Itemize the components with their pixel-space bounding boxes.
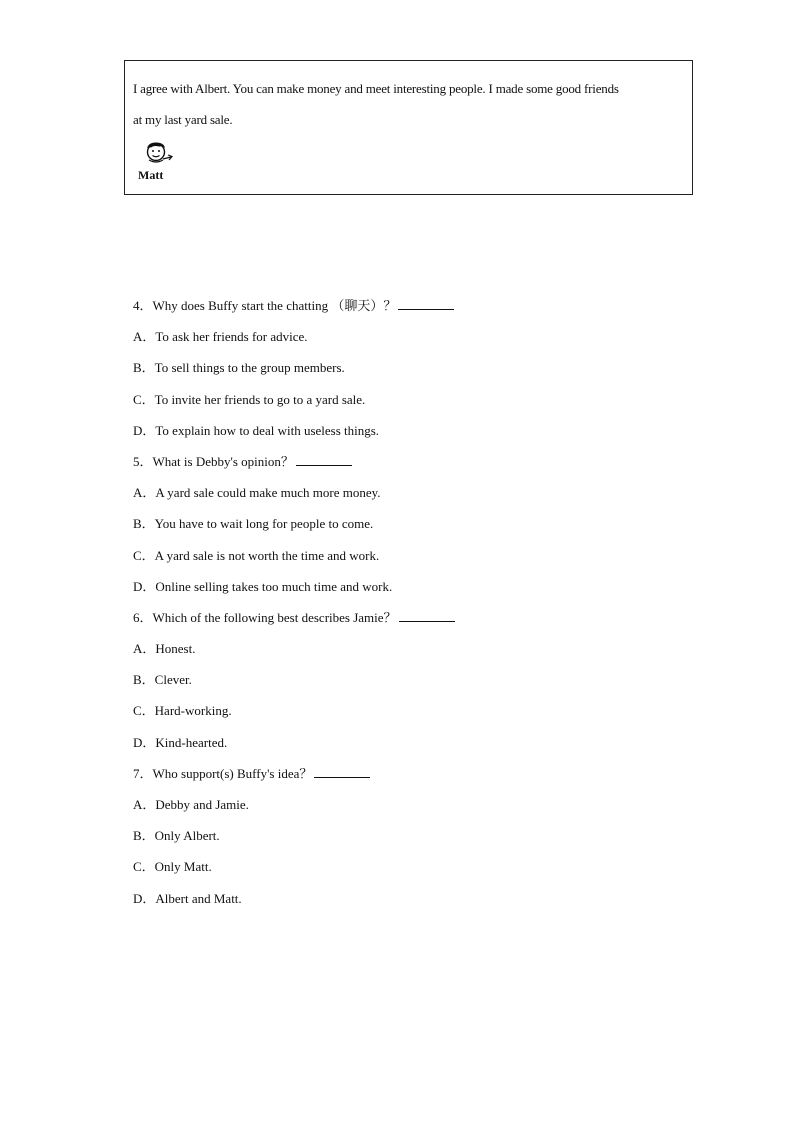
option-a: A．A yard sale could make much more money. [133, 485, 381, 501]
option-b: B．Clever. [133, 672, 192, 688]
quote-line-2: at my last yard sale. [133, 112, 233, 127]
option-d: D．To explain how to deal with useless things. [133, 422, 380, 438]
question-5-stem: 5．What is Debby's opinion？ [133, 453, 294, 469]
option-b: B．To sell things to the group members. [133, 360, 345, 376]
question-6-stem: 6．Which of the following best describes Jamie？ [133, 609, 397, 625]
quote-line-1: I agree with Albert. You can make money and meet interesting people. I made some good friends [133, 81, 619, 96]
question-6 [133, 607, 733, 763]
question-7 [133, 763, 733, 919]
question-5 [133, 451, 733, 607]
option-a: A．Honest. [133, 641, 196, 657]
boy-face-icon [137, 141, 177, 169]
option-d: D．Online selling takes too much time and work. [133, 578, 393, 594]
option-c: C．To invite her friends to go to a yard sale. [133, 391, 366, 407]
question-4 [133, 295, 733, 451]
option-a: A．Debby and Jamie. [133, 797, 249, 812]
question-stem [133, 763, 733, 794]
question-4-stem: 4．Why does Buffy start the chatting （聊天）？ [133, 298, 397, 313]
answer-blank[interactable] [296, 453, 352, 466]
option-c: C．Hard-working. [133, 703, 232, 719]
option-a: A．To ask her friends for advice. [133, 329, 308, 345]
question-7-stem: 7．Who support(s) Buffy's idea？ [133, 765, 313, 781]
answer-blank[interactable] [399, 609, 455, 622]
question-stem [133, 451, 733, 482]
option-d: D．Albert and Matt. [133, 890, 242, 906]
answer-blank[interactable] [314, 765, 370, 778]
speech-box [124, 60, 693, 195]
answer-blank[interactable] [398, 297, 454, 310]
question-list [133, 295, 733, 919]
speaker-name: Matt [138, 168, 164, 182]
option-c: C．Only Matt. [133, 859, 212, 875]
avatar [137, 141, 177, 185]
option-b: B．Only Albert. [133, 828, 220, 844]
quote-text [133, 73, 688, 135]
question-stem [133, 295, 733, 326]
option-b: B．You have to wait long for people to come. [133, 516, 374, 532]
option-c: C．A yard sale is not worth the time and work. [133, 547, 380, 563]
question-stem [133, 607, 733, 638]
option-d: D．Kind-hearted. [133, 734, 228, 750]
